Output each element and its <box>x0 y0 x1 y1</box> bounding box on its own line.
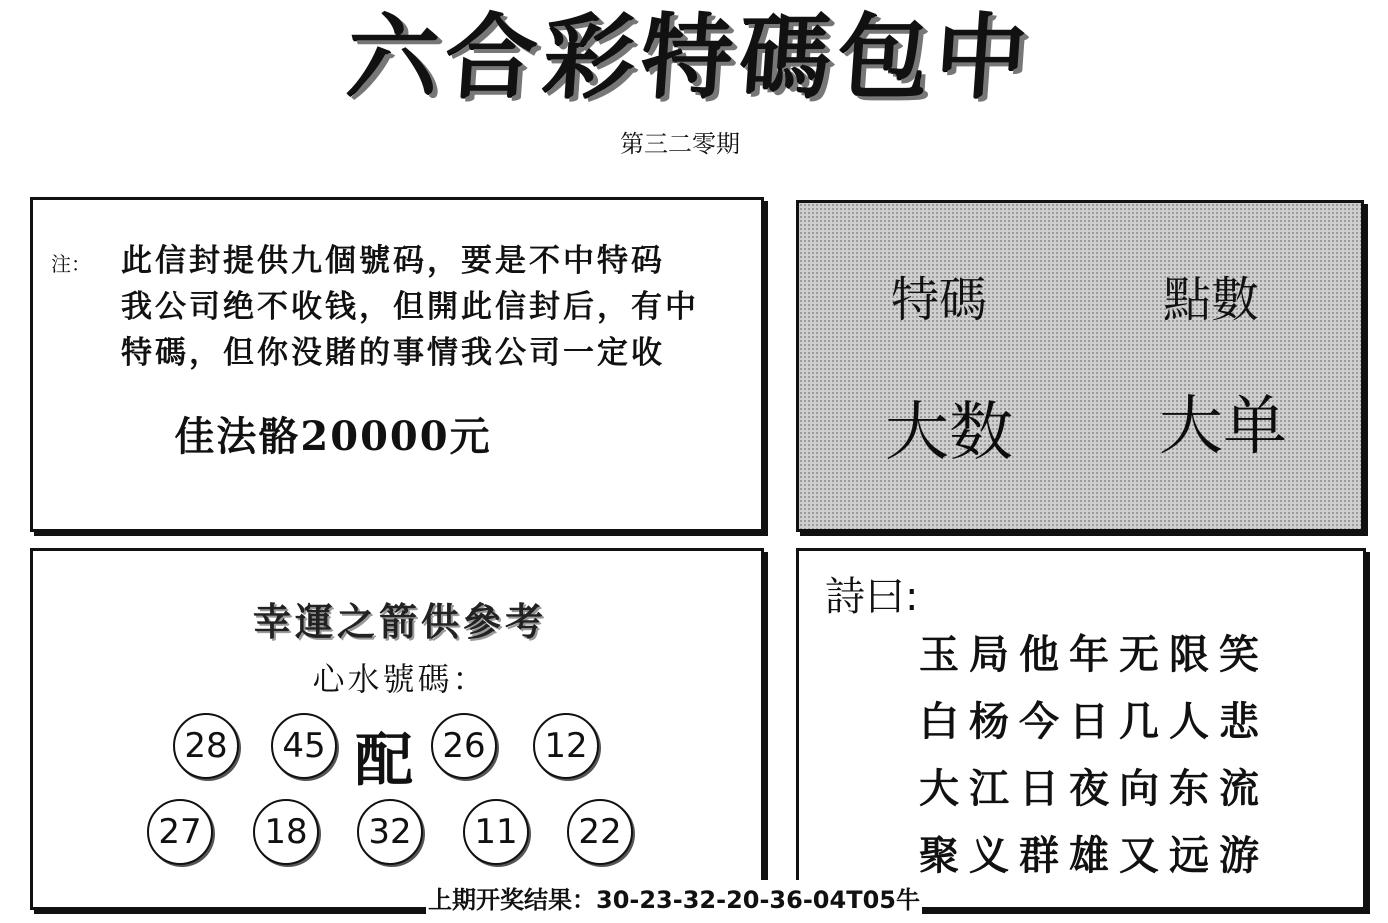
poem-line: 大江日夜向东流 <box>919 765 1269 812</box>
number-ball: 12 <box>533 713 599 779</box>
notice-line: 我公司绝不收钱，但開此信封后，有中 <box>121 289 699 325</box>
notice-line: 特碼，但你没賭的事情我公司一定收 <box>121 335 665 371</box>
issue-number: 第三二零期 <box>620 130 740 158</box>
pair-connector: 配 <box>355 726 414 794</box>
poem-panel <box>796 548 1366 910</box>
number-ball: 32 <box>357 799 423 865</box>
number-ball: 26 <box>431 713 497 779</box>
special-code-panel <box>796 200 1364 532</box>
reward-text: 佳法骼20000元 <box>174 413 492 460</box>
number-ball: 45 <box>271 713 337 779</box>
poem-text <box>919 621 1269 889</box>
number-ball: 22 <box>567 799 633 865</box>
number-ball: 27 <box>147 799 213 865</box>
lucky-subtitle: 心水號碼： <box>312 660 488 698</box>
notice-line: 此信封提供九個號码，要是不中特码 <box>121 243 665 279</box>
special-code-label: 特碼 <box>891 272 988 328</box>
number-ball: 28 <box>173 713 239 779</box>
number-ball: 11 <box>463 799 529 865</box>
poem-line: 玉局他年无限笑 <box>919 631 1269 678</box>
lucky-title: 幸運之箭供參考 <box>252 599 547 644</box>
note-prefix: 注： <box>51 252 91 276</box>
page-title: 六合彩特碼包中 <box>343 3 1037 111</box>
last-draw-result: 上期开奖结果：30-23-32-20-36-04T05牛 <box>426 880 922 915</box>
number-ball: 18 <box>253 799 319 865</box>
poem-line: 聚义群雄又远游 <box>919 832 1269 879</box>
poem-line: 白杨今日几人悲 <box>919 698 1269 745</box>
lucky-numbers-panel <box>30 548 764 910</box>
points-label: 點數 <box>1163 272 1260 328</box>
poem-heading: 詩曰: <box>825 574 919 620</box>
points-value: 大单 <box>1159 390 1287 464</box>
notice-text <box>121 238 741 376</box>
notice-panel <box>30 197 764 532</box>
special-code-value: 大数 <box>885 396 1013 470</box>
